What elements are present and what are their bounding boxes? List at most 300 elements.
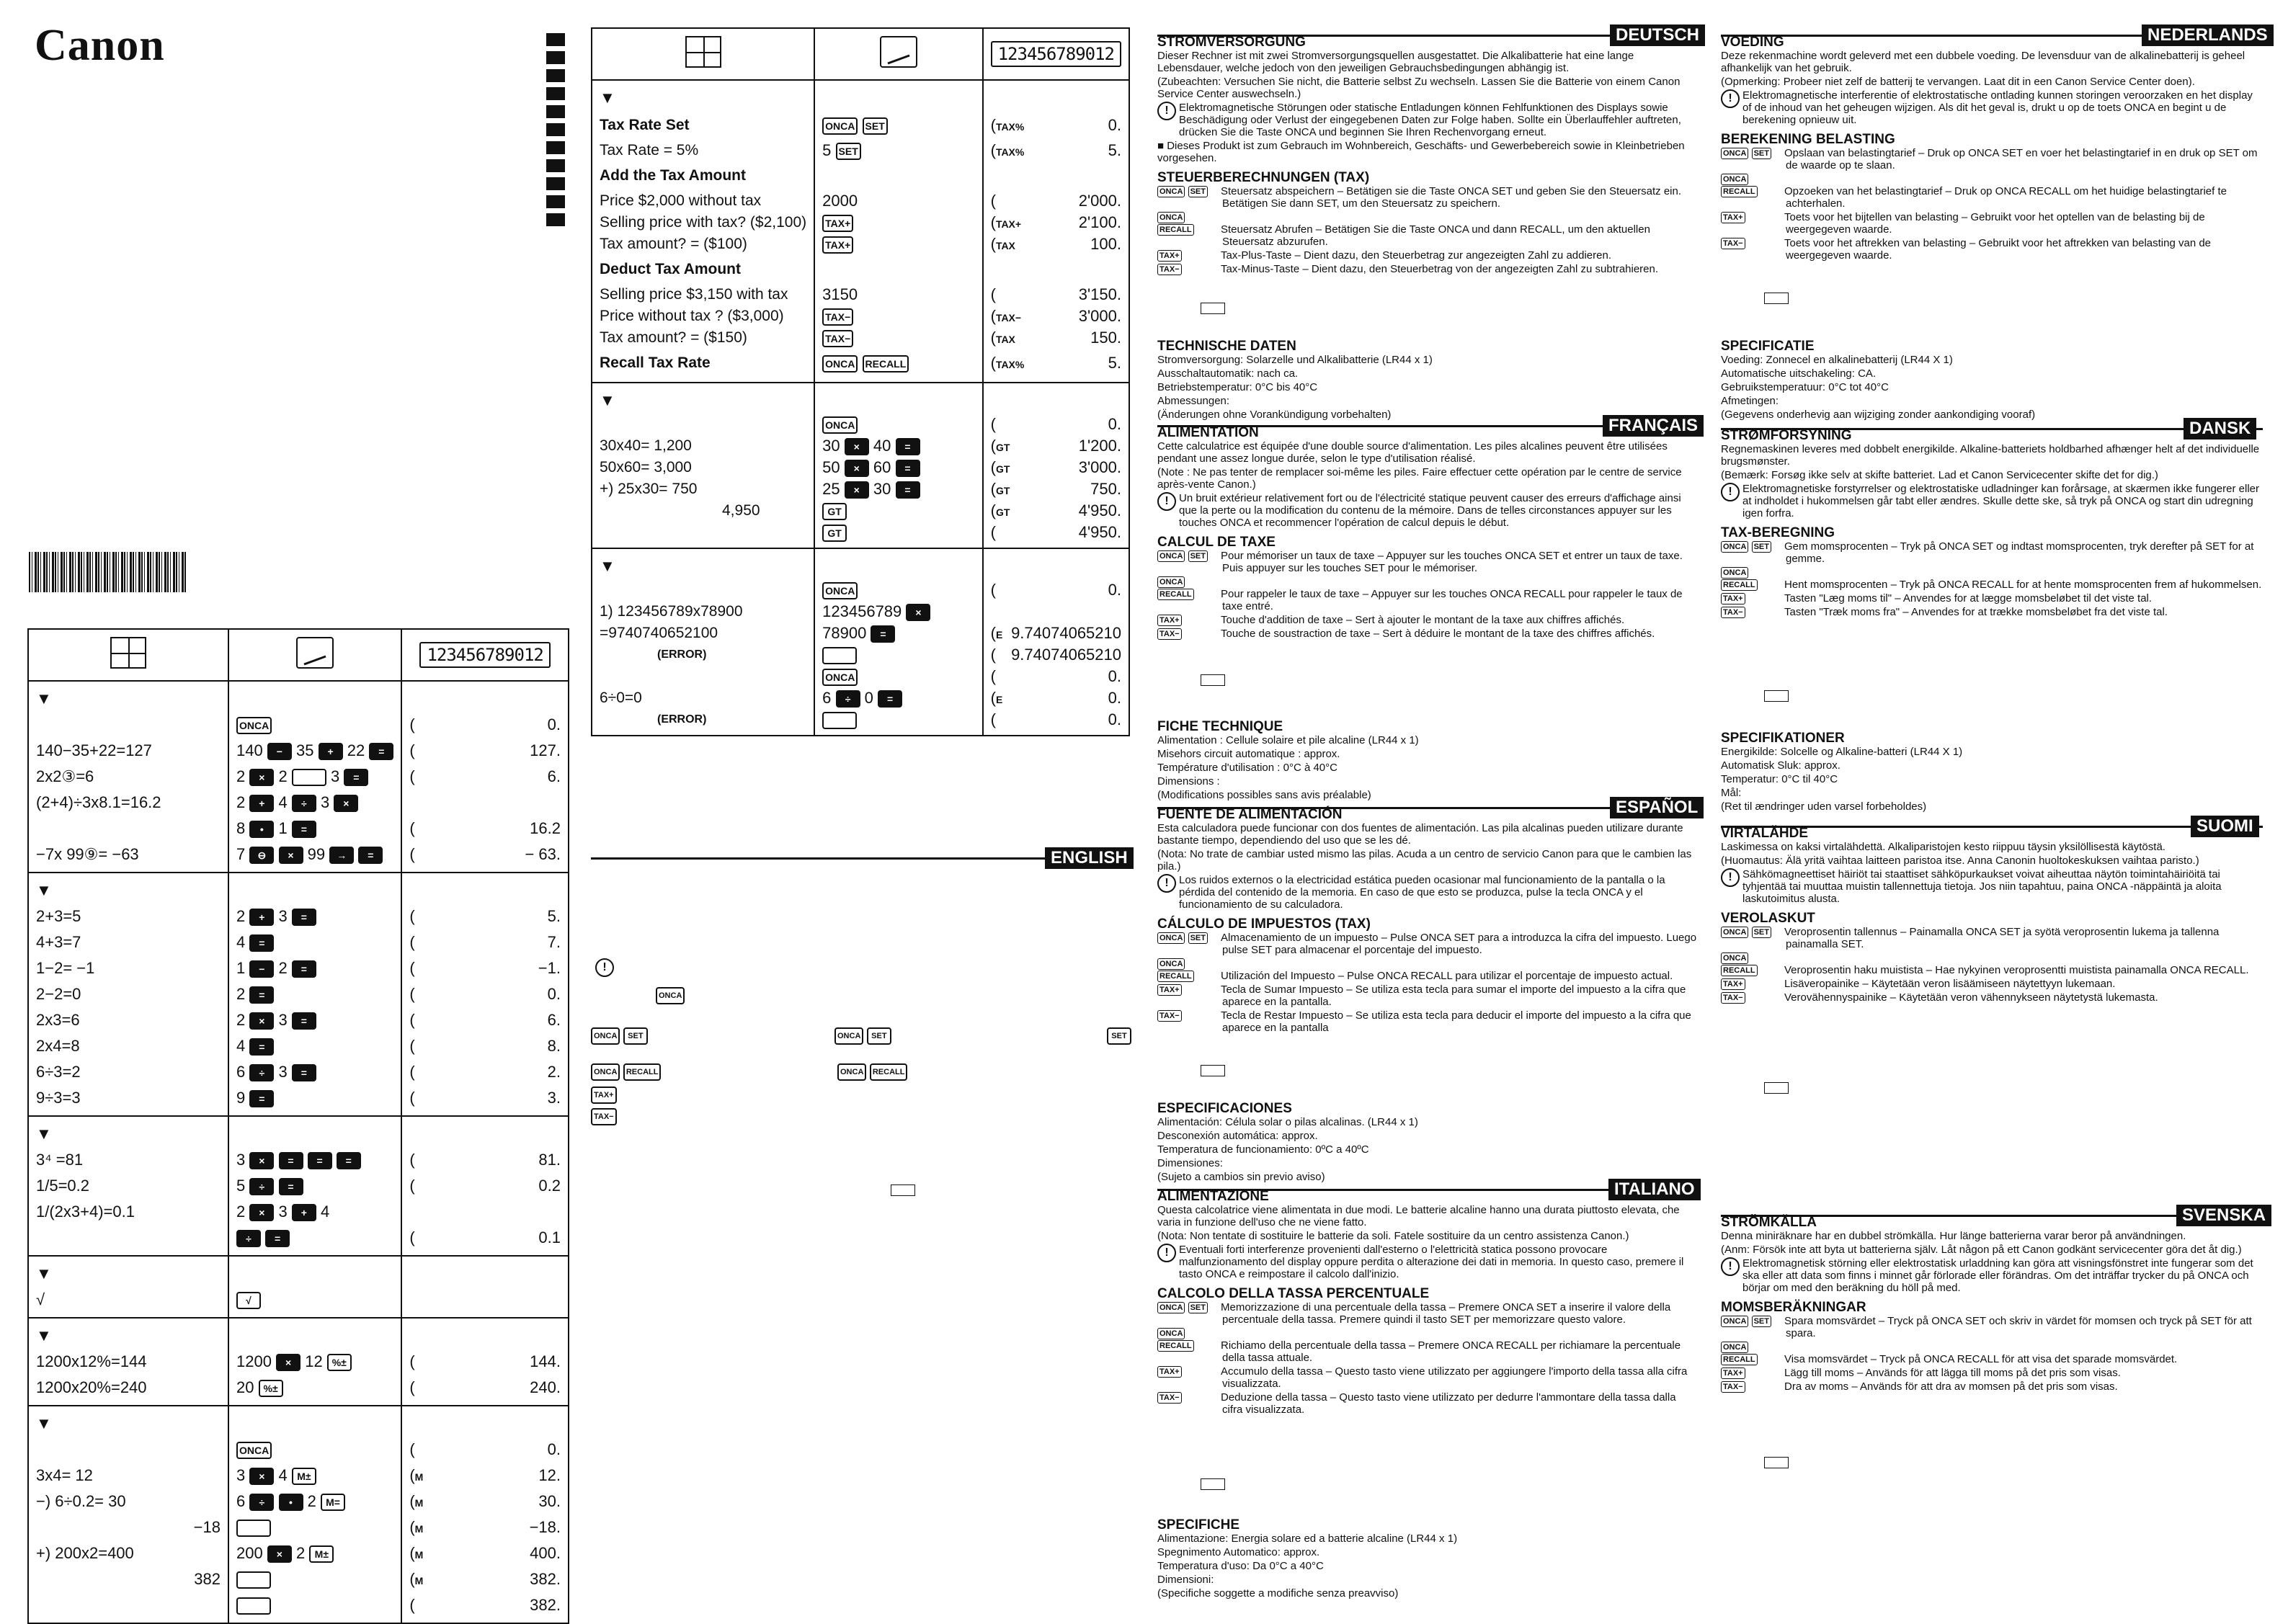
it-spec-column [1157, 1512, 1698, 1601]
display-value [409, 790, 561, 816]
example-cell [28, 681, 228, 873]
warning-text: Elektromagnetische interferentie of elektrostatische ontlading kunnen storingen veroorzaken en het display of de inhoud van het geheugen wijzigen. Als dit het geval is, drukt u op de toets ONCA en begint u de berekening opnieuw uit. [1742, 89, 2253, 126]
spec-line: Température d'utilisation : 0°C à 40°C [1157, 762, 1337, 774]
tax-heading: VEROLASKUT [1721, 911, 1815, 926]
warning-icon: ! [1721, 868, 1740, 887]
english-key-row-recall-2: ONCA RECALL [837, 1063, 907, 1081]
display-value: (GT 1'200. [990, 437, 1121, 455]
warning-text-block [1157, 1244, 1698, 1280]
key-sequence [822, 255, 974, 284]
digit-entry: 123456789 [822, 602, 902, 620]
section-marker-icon: ▼ [36, 1264, 52, 1282]
power-text: Denna miniräknare har en dubbel strömkälla. Hur länge batterierna varar beror på användningen. [1721, 1230, 2186, 1242]
key-sequence [236, 1349, 393, 1375]
operator-key: = [344, 769, 368, 786]
example-text: Tax amount? = ($100) [600, 236, 747, 252]
spec-line: Gebruikstemperatuur: 0°C tot 40°C [1721, 381, 1889, 393]
section-marker-icon: ▼ [600, 391, 615, 409]
digit-entry: 1 [236, 959, 246, 977]
digit-entry: 1 [278, 819, 288, 837]
key-sequence [236, 1489, 393, 1514]
tax-heading: BEREKENING BELASTING [1721, 132, 1895, 147]
operator-key: • [249, 821, 274, 838]
dimension-box [1764, 293, 1789, 304]
display-value: ( 0. [409, 715, 561, 733]
example-text: Tax amount? = ($150) [600, 329, 747, 346]
tax-key-icon: TAX+ [1157, 249, 1221, 262]
tax-key-icon: ONCA RECALL [1721, 566, 1784, 591]
middle-examples-table [591, 27, 1130, 736]
function-key: %± [259, 1380, 283, 1397]
example-text: 6÷0=0 [600, 690, 642, 706]
function-key: M± [309, 1545, 334, 1563]
note-text: (Anm: Försök inte att byta ut batterierna själv. Låt någon på ett Canon godkänt servicecenter göra det åt dig.) [1721, 1244, 2242, 1256]
example-text: 1/(2x3+4)=0.1 [36, 1203, 135, 1221]
de-spec-column [1157, 333, 1698, 422]
power-heading: FUENTE DE ALIMENTACIÓN [1157, 807, 1343, 822]
digit-entry: 4 [278, 793, 288, 811]
display-cell [401, 873, 569, 1116]
digit-entry: 4 [278, 1466, 288, 1484]
function-key: TAX− [822, 330, 853, 347]
warning-icon: ! [1157, 492, 1176, 511]
digit-entry: 99 [307, 845, 326, 863]
digit-entry: 3 [278, 1063, 288, 1081]
example-text: Tax Rate Set [600, 117, 690, 133]
display-value: (M 12. [409, 1466, 561, 1484]
tax-key-description: ONCA SET Steuersatz abspeichern – Betätigen sie die Taste ONCA SET und geben Sie den Steuersatz ein. Betätigen Sie dann SET, um den Steuersatz zu speichern. [1157, 185, 1698, 210]
note-text: (Huomautus: Älä yritä vaihtaa laitteen paristoa itse. Anna Canonin huoltokeskuksen vaihtaa paristo.) [1721, 855, 2199, 867]
warning-icon: ! [1721, 89, 1740, 108]
key-sequence [236, 1147, 393, 1173]
key-sequence [236, 1463, 393, 1489]
example-cell [592, 548, 814, 736]
english-key-set-3: SET [1107, 1027, 1131, 1045]
operator-key: = [249, 934, 274, 952]
power-heading: STROMVERSORGUNG [1157, 35, 1306, 50]
example-text [600, 522, 806, 543]
registration-marks [546, 33, 565, 231]
digit-entry: 2000 [822, 192, 858, 210]
operator-key: × [845, 460, 869, 477]
spec-line: Alimentation : Cellule solaire et pile alcaline (LR44 x 1) [1157, 734, 1419, 746]
display-value: ( 81. [409, 1151, 561, 1169]
function-key: TAX+ [822, 236, 853, 254]
tax-key-icon: ONCA RECALL [1721, 952, 1784, 976]
example-text: Tax Rate = 5% [600, 142, 699, 159]
operator-key: = [292, 1012, 316, 1030]
power-heading: STRÖMKÄLLA [1721, 1215, 1817, 1230]
operator-key: = [292, 1064, 316, 1081]
operator-key: − [249, 960, 274, 978]
dimension-box [891, 1184, 915, 1196]
section-row [28, 1406, 569, 1623]
display-value [991, 255, 1121, 284]
keys-cell [814, 80, 982, 383]
key-sequence [822, 709, 974, 731]
tax-key-icon: ONCA SET [1157, 185, 1221, 197]
power-text: Cette calculatrice est équipée d'une double source d'alimentation. Les piles alcalines peuvent être utilisées pendant une assez longue durée, selon le type d'utilisation réalisé. [1157, 440, 1668, 465]
keys-cell [814, 548, 982, 736]
operator-key: • [279, 1494, 303, 1511]
example-text: Add the Tax Amount [600, 167, 746, 184]
nl-column [1721, 29, 2263, 263]
note-text: (Zubeachten: Versuchen Sie nicht, die Batterie selbst Zu wechseln. Lassen Sie die Batterie von einem Canon Service Center auswechseln.) [1157, 76, 1681, 100]
tax-key-description: TAX− Dra av moms – Används för att dra av momsen på det pris som visas. [1721, 1380, 2263, 1393]
example-text: Selling price $3,150 with tax [600, 286, 788, 303]
digit-entry: 20 [236, 1378, 254, 1396]
warning-icon: ! [1721, 483, 1740, 501]
display-value: (E 9.74074065210 [990, 624, 1121, 642]
de-column [1157, 29, 1698, 277]
key-sequence [236, 1199, 393, 1225]
function-key: √ [236, 1292, 261, 1309]
spec-line: Afmetingen: [1721, 395, 1779, 407]
dimension-box [1764, 1457, 1789, 1468]
digit-entry: 6 [236, 1063, 246, 1081]
display-value: ( 9.74074065210 [990, 646, 1121, 664]
example-cell [592, 383, 814, 548]
operator-key: = [896, 481, 920, 499]
function-key: ONCA [822, 416, 858, 434]
dimension-box [1201, 1065, 1225, 1076]
warning-text: Elektromagnetisk störning eller elektrostatisk urladdning kan göra att visningsfönstret inte fungerar som det ska eller att data som finns i minnet går förlorade eller förändras. Om det inträffar trycker du på ONCA och börjar om med den beräkning du höll på med. [1742, 1257, 2253, 1294]
keys-cell [228, 1256, 401, 1318]
keys-cell [228, 681, 401, 873]
digit-entry: 5 [822, 141, 832, 159]
example-text [36, 1225, 221, 1251]
function-key: %± [327, 1354, 352, 1371]
operator-key: + [292, 1204, 316, 1221]
operator-key: = [292, 821, 316, 838]
key-sequence [822, 666, 974, 687]
digit-entry: 3 [236, 1151, 246, 1169]
display-value: ( 144. [409, 1352, 561, 1370]
tax-key-icon: TAX+ [1157, 983, 1221, 996]
operator-key: = [358, 847, 383, 864]
example-text: 50x60= 3,000 [600, 459, 692, 476]
operator-key: = [308, 1152, 332, 1169]
english-onca-key: ONCA [656, 987, 685, 1004]
operator-key: = [249, 1090, 274, 1107]
example-text: 382 [194, 1570, 221, 1588]
operator-key: = [292, 960, 316, 978]
operator-key: = [279, 1178, 303, 1195]
display-value: (TAX− 3'000. [990, 307, 1121, 325]
section-marker-icon: ▼ [36, 1414, 52, 1432]
function-key: GT [822, 525, 847, 542]
digit-entry: 3 [278, 1011, 288, 1029]
key-sequence [236, 904, 393, 929]
digit-entry: 2 [236, 767, 246, 785]
display-value: (TAX 150. [990, 329, 1121, 347]
es-language-tag: ESPAÑOL [1610, 797, 1704, 818]
section-tax [592, 80, 1129, 383]
key-sequence [236, 1566, 393, 1592]
display-value: ( 8. [409, 1037, 561, 1055]
blank-key [236, 1520, 271, 1537]
display-value [991, 161, 1121, 190]
it-language-tag: ITALIANO [1608, 1179, 1701, 1200]
example-text: 1/5=0.2 [36, 1177, 90, 1195]
key-sequence [236, 1007, 393, 1033]
operator-key: + [249, 909, 274, 926]
example-text: +) 200x2=400 [36, 1544, 134, 1562]
example-text: −18 [193, 1518, 221, 1536]
da-column [1721, 422, 2263, 620]
dimension-box [1201, 1478, 1225, 1490]
display-value: (GT 750. [990, 480, 1121, 498]
tax-key-icon: ONCA SET [1721, 540, 1784, 553]
section-row [28, 1318, 569, 1406]
calculator-grid-icon [685, 36, 721, 68]
digit-entry: 2 [236, 1011, 246, 1029]
tax-heading: CÁLCULO DE IMPUESTOS (TAX) [1157, 916, 1371, 932]
operator-key: = [369, 743, 393, 760]
power-heading: VOEDING [1721, 35, 1784, 50]
key-sequence [822, 305, 974, 327]
warning-icon: ! [1157, 1244, 1176, 1262]
section-marker-icon: ▼ [600, 89, 615, 107]
fr-spec-column [1157, 713, 1698, 803]
tax-key-description: TAX− Verovähennyspainike – Käytetään veron vähennykseen näytetystä lukemasta. [1721, 991, 2263, 1004]
operator-key: = [896, 438, 920, 455]
display-value: (M −18. [409, 1518, 561, 1536]
digit-entry: 40 [873, 437, 891, 455]
key-sequence [822, 111, 974, 140]
tax-key-description: TAX+ Touche d'addition de taxe – Sert à ajouter le montant de la taxe aux chiffres affichés. [1157, 614, 1698, 626]
example-text: Recall Tax Rate [600, 354, 711, 371]
operator-key: × [845, 438, 869, 455]
header-keys [228, 629, 401, 681]
power-heading: STRØMFORSYNING [1721, 428, 1852, 443]
tax-key-icon: ONCA SET [1721, 926, 1784, 938]
da-language-tag: DANSK [2184, 418, 2256, 440]
key-sequence [822, 601, 974, 623]
function-key: SET [863, 117, 888, 135]
display-value: ( 2'000. [990, 192, 1121, 210]
display-cell [983, 548, 1129, 736]
operator-key: × [279, 847, 303, 864]
function-key: RECALL [863, 355, 909, 372]
da-spec-column [1721, 725, 2263, 814]
operator-key: ÷ [249, 1064, 274, 1081]
key-sequence [236, 1059, 393, 1085]
warning-text-block [1157, 874, 1698, 911]
example-cell [28, 1406, 228, 1623]
example-text: 2x2③=6 [36, 767, 94, 785]
example-text: Price $2,000 without tax [600, 192, 762, 209]
display-value: ( 3. [409, 1089, 561, 1107]
digit-entry: 3150 [822, 285, 858, 303]
example-text [36, 816, 221, 842]
digit-entry: 2 [236, 907, 246, 925]
display-cell [401, 1406, 569, 1623]
spec-heading: SPECIFICHE [1157, 1517, 1240, 1532]
tax-key-icon: TAX+ [1721, 211, 1784, 223]
digit-entry: 35 [295, 741, 314, 759]
tax-key-icon: ONCA RECALL [1157, 958, 1221, 982]
key-operation-icon [880, 36, 917, 68]
display-value: (GT 4'950. [990, 501, 1121, 519]
keys-cell [228, 1406, 401, 1623]
display-value: (TAX% 5. [990, 141, 1121, 159]
tax-key-description: TAX− Touche de soustraction de taxe – Sert à déduire le montant de la taxe des chiffres affichés. [1157, 628, 1698, 640]
display-value: (M 30. [409, 1492, 561, 1510]
power-heading: VIRTALÄHDE [1721, 826, 1809, 841]
function-key: TAX+ [822, 215, 853, 232]
spec-line: Temperatur: 0°C til 40°C [1721, 773, 1838, 785]
example-text: 1−2= −1 [36, 959, 95, 977]
spec-line: Ausschaltautomatik: nach ca. [1157, 367, 1299, 380]
example-text: 3x4= 12 [36, 1466, 93, 1484]
operator-key: ÷ [249, 1494, 274, 1511]
example-text: 4+3=7 [36, 933, 81, 951]
key-sequence [822, 522, 974, 543]
operator-key: = [337, 1152, 361, 1169]
display-value: ( 127. [409, 741, 561, 759]
key-sequence [236, 764, 393, 790]
digit-entry: 8 [236, 819, 246, 837]
tax-key-icon: TAX− [1157, 1009, 1221, 1022]
display-value: (E 0. [990, 689, 1121, 707]
warning-text-block [1721, 89, 2263, 126]
spec-line: Temperatura de funcionamiento: 0ºC a 40ºC [1157, 1143, 1369, 1156]
warning-text: Un bruit extérieur relativement fort ou de l'électricité statique peuvent causer des erreurs d'affichage ainsi que la perte ou la modification du contenu de la mémoire. Dans de telles circonstances appuyer sur les touches ONCA et recommencer l'opération de calcul depuis le début. [1179, 492, 1681, 529]
it-column [1157, 1183, 1698, 1417]
display-value: ( 7. [409, 933, 561, 951]
example-text [600, 666, 806, 687]
dimension-box [1201, 303, 1225, 314]
dimension-box [1201, 674, 1225, 686]
digit-entry: 7 [236, 845, 246, 863]
tax-heading: TAX-BEREGNING [1721, 525, 1835, 540]
blank-key [236, 1597, 271, 1615]
display-value: ( 382. [409, 1596, 561, 1614]
digit-entry: 3 [278, 907, 288, 925]
key-sequence [236, 1173, 393, 1199]
display-value: ( 0.1 [409, 1228, 561, 1246]
example-cell [28, 1256, 228, 1318]
spec-heading: TECHNISCHE DATEN [1157, 339, 1296, 354]
display-value: ( 6. [409, 1011, 561, 1029]
key-sequence [236, 712, 393, 738]
operator-key: = [896, 460, 920, 477]
sv-column [1721, 1209, 2263, 1394]
left-examples-table [27, 628, 569, 1624]
note-text: (Nota: No trate de cambiar usted mismo las pilas. Acuda a un centro de servicio Canon para que le cambien las pila.) [1157, 848, 1692, 873]
key-sequence [822, 623, 974, 644]
display-value: ( 0.2 [409, 1177, 561, 1195]
note-text: (Note : Ne pas tenter de remplacer soi-même les piles. Faire effectuer cette opération par le centre de service après-vente Canon.) [1157, 466, 1682, 491]
tax-key-description: TAX− Tecla de Restar Impuesto – Se utiliza esta tecla para deducir el importe del impuesto a la cifra que aparece en la pantalla [1157, 1009, 1698, 1034]
example-text: 140−35+22=127 [36, 741, 152, 759]
key-sequence [236, 738, 393, 764]
key-sequence [822, 327, 974, 349]
operator-key: × [845, 481, 869, 499]
tax-key-description: ONCA RECALL Opzoeken van het belastingtarief – Druk op ONCA RECALL om het huidige belastingtarief te achterhalen. [1721, 173, 2263, 210]
example-text: Price without tax ? ($3,000) [600, 308, 784, 324]
function-key: ONCA [822, 582, 858, 599]
warning-icon: ! [1157, 102, 1176, 120]
spec-heading: ESPECIFICACIONES [1157, 1101, 1292, 1116]
tax-key-icon: TAX+ [1721, 1367, 1784, 1379]
de-language-tag: DEUTSCH [1610, 24, 1705, 46]
tax-key-description: ONCA SET Gem momsprocenten – Tryk på ONCA SET og indtast momsprocenten, tryk derefter på SET for at gemme. [1721, 540, 2263, 565]
function-key: ONCA [822, 117, 858, 135]
digit-entry: 4 [321, 1203, 330, 1221]
digit-entry: 3 [331, 767, 340, 785]
operator-key: + [319, 743, 343, 760]
spec-line: Desconexión automática: approx. [1157, 1130, 1318, 1142]
operator-key: × [906, 604, 930, 621]
example-text: 2−2=0 [36, 985, 81, 1003]
digit-entry: 3 [321, 793, 330, 811]
power-text: Deze rekenmachine wordt geleverd met een dubbele voeding. De levensduur van de alkalinebatterij is geheel afhankelijk van het gebruik. [1721, 50, 2245, 74]
operator-key: = [279, 1152, 303, 1169]
display-cell [401, 1256, 569, 1318]
example-text: (2+4)÷3x8.1=16.2 [36, 793, 161, 811]
warning-icon: ! [1721, 1257, 1740, 1276]
operator-key: → [329, 847, 354, 864]
digit-entry: 3 [278, 1203, 288, 1221]
operator-key: × [249, 1204, 274, 1221]
display-value: ( −1. [409, 959, 561, 977]
warning-text: Elektromagnetiske forstyrrelser og elektrostatiske udladninger kan forårsage, at skærmen ikke fungerer eller at indholdet i hukommelsen går tabt eller ændres. Skulle dette ske, så tryk på ONCA og start din udregning igen forfra. [1742, 483, 2259, 519]
tax-key-icon: ONCA RECALL [1157, 1327, 1221, 1352]
digit-entry: 2 [236, 1203, 246, 1221]
display-value: ( 6. [409, 767, 561, 785]
key-sequence [822, 190, 974, 212]
key-sequence [822, 212, 974, 233]
key-sequence [236, 1287, 393, 1313]
keys-cell [228, 873, 401, 1116]
example-text: 2+3=5 [36, 907, 81, 925]
digit-entry: 2 [295, 1544, 306, 1562]
key-sequence [236, 1540, 393, 1566]
warning-icon: ! [595, 958, 614, 977]
operator-key: × [249, 769, 274, 786]
digit-entry: 60 [873, 458, 891, 476]
tax-key-description: ONCA SET Opslaan van belastingtarief – Druk op ONCA SET en voer het belastingtarief in en druk op SET om de waarde op te slaan. [1721, 147, 2263, 171]
spec-line: Spegnimento Automatico: approx. [1157, 1546, 1320, 1558]
key-sequence [822, 140, 974, 161]
example-text [36, 712, 221, 738]
display-value [409, 1287, 561, 1313]
power-heading: ALIMENTATION [1157, 425, 1259, 440]
display-value: ( 5. [409, 907, 561, 925]
spec-heading: FICHE TECHNIQUE [1157, 719, 1283, 734]
digit-entry: 6 [236, 1492, 246, 1510]
key-sequence [236, 981, 393, 1007]
tax-key-icon: ONCA RECALL [1721, 173, 1784, 197]
section-row [28, 681, 569, 873]
digit-entry: 30 [873, 480, 891, 498]
tax-key-icon: TAX+ [1157, 614, 1221, 626]
tax-key-description: ONCA SET Memorizzazione di una percentuale della tassa – Premere ONCA SET a inserire il valore della percentuale della tassa. Premere quindi il tasto SET per memorizzare questo valore. [1157, 1301, 1698, 1326]
display-value: (TAX% 0. [990, 116, 1121, 134]
key-sequence [822, 233, 974, 255]
tax-key-description: TAX− Deduzione della tassa – Questo tasto viene utilizzato per dedurre l'ammontare della tassa dalla cifra visualizzata. [1157, 1391, 1698, 1416]
operator-key: = [249, 986, 274, 1004]
key-operation-icon [296, 637, 334, 669]
function-key: ONCA [236, 717, 272, 734]
spec-line: (Gegevens onderhevig aan wijziging zonder aankondiging vooraf) [1721, 409, 2036, 421]
tax-key-icon: TAX− [1721, 991, 1784, 1004]
tax-heading: MOMSBERÄKNINGAR [1721, 1300, 1866, 1315]
digit-entry: 2 [278, 959, 288, 977]
digit-entry: 2 [278, 767, 288, 785]
